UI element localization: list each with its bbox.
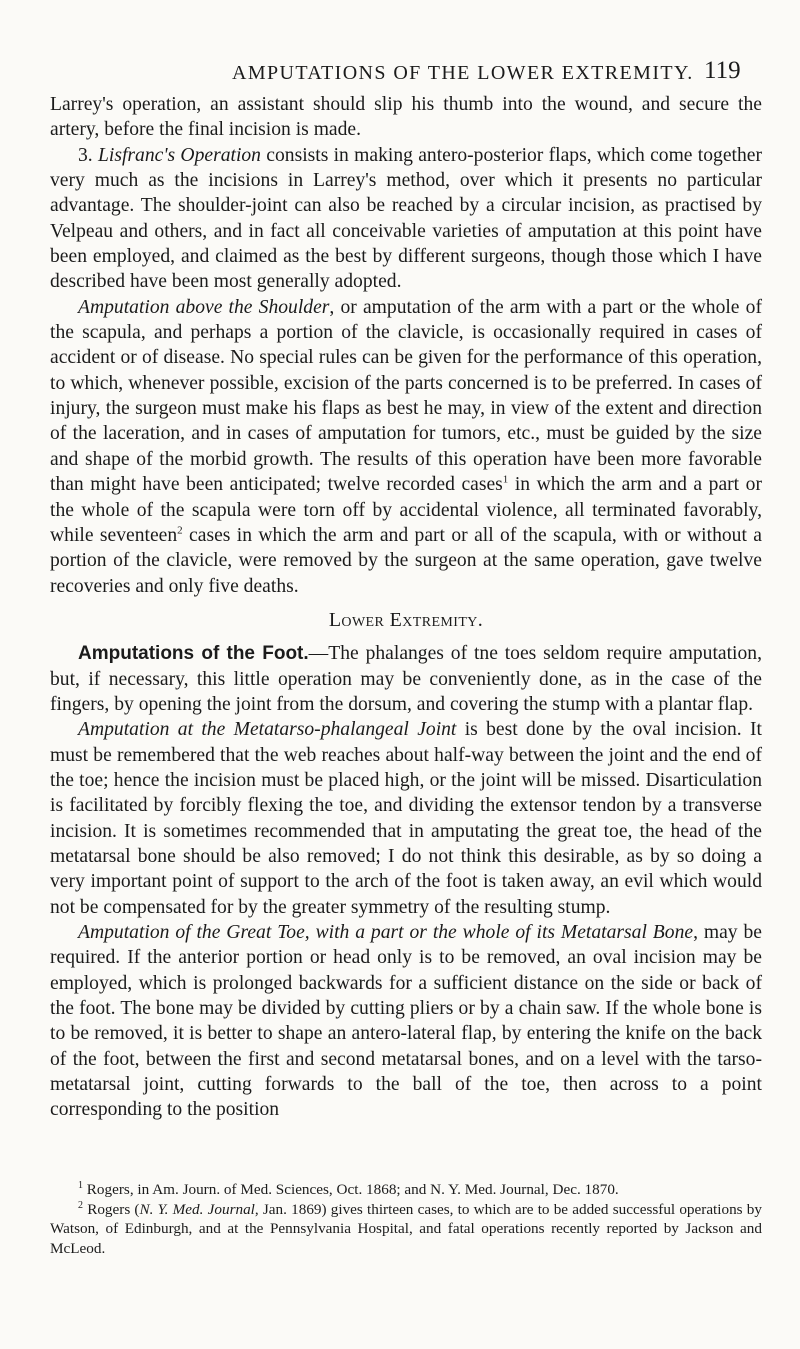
body-text — [50, 92, 762, 1123]
run-in-title: Amputation above the Shoulder — [78, 296, 330, 318]
paragraph-text: , or amputation of the arm with a part or the whole of the scapula, and perhaps a portion of the clavicle, is occasionally required in cases of accident or of disease. No special rules can be given for the performance of this operation, to which, whenever possible, excision of the parts concerned is to be preferred. In cases of injury, the surgeon must make his flaps as best he may, in view of the extent and direction of the laceration, and in cases of amputation for tumors, etc., must be guided by the size and shape of the morbid growth. The results of this operation have been more favorable than might have been anticipated; twelve recorded cases — [50, 296, 762, 496]
footnote-ref: 2 — [177, 524, 183, 537]
running-title: AMPUTATIONS OF THE LOWER EXTREMITY. — [232, 62, 694, 84]
footnote-text: Rogers ( — [83, 1200, 140, 1218]
paragraph-above-shoulder — [50, 295, 762, 599]
run-in-title: Lisfranc's Operation — [98, 144, 261, 166]
paragraph-text: consists in making antero-posterior flaps, which come together very much as the incisions in Larrey's method, over which it presents no particular advantage. The shoulder-joint can also be reached by a circular incision, as practised by Velpeau and others, and in fact all conceivable varieties of amputation at this point have been employed, and claimed as the best by different surgeons, though those which I have described have been most generally adopted. — [50, 144, 762, 293]
section-heading: Lower Extremity. — [328, 608, 484, 631]
running-head — [0, 54, 800, 90]
paragraph-text: Larrey's operation, an assistant should slip his thumb into the wound, and secure the artery, before the final incision is made. — [50, 94, 762, 141]
footnotes — [50, 1180, 762, 1258]
footnote-source: N. Y. Med. Journal — [139, 1200, 255, 1218]
footnote-2 — [50, 1200, 762, 1259]
paragraph-text: is best done by the oval incision. It must be remembered that the web reaches about half-way between the joint and the end of the toe; hence the incision must be placed high, or the joint will be missed. Disarticulation is facilitated by forcibly flexing the toe, and dividing the extensor tendon by a transverse incision. It is sometimes recommended that in amputating the great toe, the head of the metatarsal bone should be also removed; I do not think this desirable, as by so doing a very important point of support to the arch of the foot is taken away, an evil which would not be compensated for by the greater symmetry of the resulting stump. — [50, 719, 762, 918]
footnote-text: Rogers, in Am. Journ. of Med. Sciences, Oct. 1868; and N. Y. Med. Journal, Dec. 1870. — [83, 1181, 619, 1198]
run-in-title: Amputation of the Great Toe, with a part or the whole of its Metatarsal Bone — [78, 922, 694, 943]
footnote-text: , Jan. 1869) gives thirteen cases, to which are to be added successful operations by Watson, of Edinburgh, and at the Pennsylvania Hospital, and fatal operations recently reported by Jackson and McLeod. — [50, 1200, 762, 1257]
paragraph-text: —The phalanges of tne toes seldom require amputation, but, if necessary, this little operation may be conveniently done, as in the case of the fingers, by opening the joint from the dorsum, and covering the stump with a plantar flap. — [50, 643, 762, 715]
paragraph-text: in which the arm and a part or the whole of the scapula were torn off by accidental violence, all terminated favorably, while seventeen — [50, 474, 763, 546]
paragraph-text: , may be required. If the anterior portion or head only is to be removed, an oval incision may be employed, which is prolonged backwards for a sufficient distance on the side or back of the foot. The bone may be divided by cutting pliers or by a chain saw. If the whole bone is to be removed, it is better to shape an antero-lateral flap, by entering the knife on the back of the foot, between the first and second metatarsal bones, and on a level with the tarso-metatarsal joint, cutting forwards to the ball of the toe, then across to a point corresponding to the position — [50, 922, 762, 1121]
paragraph-foot — [50, 641, 762, 717]
footnote-mark: 2 — [78, 1199, 83, 1211]
footnote-mark: 1 — [78, 1179, 83, 1191]
paragraph-larrey-continuation — [50, 92, 762, 143]
page-number: 119 — [704, 57, 741, 84]
footnote-ref: 1 — [502, 473, 509, 486]
run-in-title: Amputation at the Metatarso-phalangeal Joint — [78, 719, 457, 741]
list-number: 3. — [78, 144, 93, 166]
paragraph-metatarso-phalangeal — [50, 717, 762, 920]
paragraph-text: cases in which the arm and part or all of the scapula, with or without a portion of the clavicle, were removed by the surgeon at the same operation, gave twelve recoveries and only five deaths. — [50, 524, 762, 597]
footnote-1 — [50, 1180, 762, 1200]
paragraph-lisfranc — [50, 143, 762, 295]
bold-heading: Amputations of the Foot. — [78, 643, 309, 665]
paragraph-great-toe — [50, 920, 762, 1123]
